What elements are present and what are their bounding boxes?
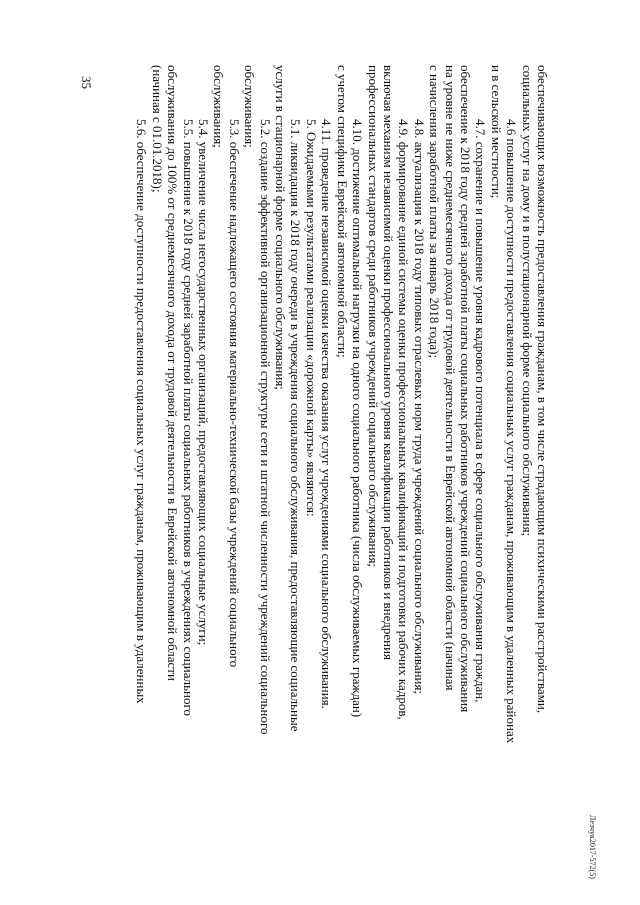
text-line: профессиональных стандартов среди работников учреждений социального обслуживания; (365, 65, 381, 568)
text-line: обслуживания; (242, 65, 258, 148)
body-text (134, 65, 550, 851)
text-line: (начиная с 01.01.2018); (149, 65, 165, 193)
text-line: обеспечение к 2018 году средней заработной платы социальных работников учреждений социального обслуживания (457, 65, 473, 713)
text-line: 5.4. увеличение числа негосударственных организаций, предоставляющих социальные услуги; (196, 119, 212, 646)
text-line: 4.8. актуализация к 2018 году типовых отраслевых норм труда учреждений социального обслуживания; (411, 119, 427, 695)
text-line: 4.6 повышение доступности предоставления социальных услуг гражданам, проживающим в удаленных районах (504, 119, 520, 744)
text-line: 4.11. проведение независимой оценки качества оказания услуг учреждениями социального обслуживания. (319, 119, 335, 709)
text-line: социальных услуг на дому и в полустационарной форме социального обслуживания; (519, 65, 535, 537)
page-number: 35 (79, 76, 94, 89)
text-line: 5.1. ликвидация к 2018 году очереди в учреждения социального обслуживания, предоставляющие социальные (288, 119, 304, 732)
text-line: включая механизм независимой оценки профессионального уровня квалификации работников и внедрения (380, 65, 396, 661)
text-line: 5.3. обеспечение надлежащего состояния материально-технической базы учреждений социального (226, 119, 242, 668)
text-line: обеспечивающих возможность предоставления гражданам, в том числе страдающим психическими расстройствами, (535, 65, 550, 714)
text-line: и в сельской местности; (488, 65, 504, 199)
text-line: 4.10. достижение оптимальной нагрузки на одного социального работника (числа обслуживаемых граждан) (350, 119, 366, 718)
text-line: обслуживания до 100% от среднемесячного дохода от трудовой деятельности в Еврейской автономной области (165, 65, 181, 681)
text-line: услуги в стационарной форме социального обслуживания; (273, 65, 289, 390)
rotated-text-area (90, 65, 550, 851)
text-line: с учетом специфики Еврейской автономной области; (334, 65, 350, 358)
footer-code: Лезчук2017-572(5) (588, 815, 597, 879)
text-line: 5.5. повышение к 2018 году средней заработной платы социальных работников в учреждениях социального (180, 119, 196, 716)
text-line: 4.9. формирование единой системы оценки профессиональных квалификаций и подготовки рабочих кадров, (396, 119, 412, 720)
text-line: с начисления заработной платы за январь 2018 года); (427, 65, 443, 359)
text-line: на уровне не ниже среднемесячного дохода от трудовой деятельности в Еврейской автономной области (начиная (442, 65, 458, 691)
text-line: 5. Ожидаемыми результатами реализации «дорожной карты» являются: (303, 119, 319, 517)
text-line: 5.6. обеспечение доступности предоставления социальных услуг гражданам, проживающим в удаленных (134, 119, 150, 704)
text-line: 4.7. сохранение и повышение уровня кадрового потенциала в сфере социального обслуживания граждан, (473, 119, 489, 703)
text-line: 5.2. создание эффективной организационной структуры сети и штатной численности учреждений социального (257, 119, 273, 735)
text-line: обслуживания; (211, 65, 227, 148)
